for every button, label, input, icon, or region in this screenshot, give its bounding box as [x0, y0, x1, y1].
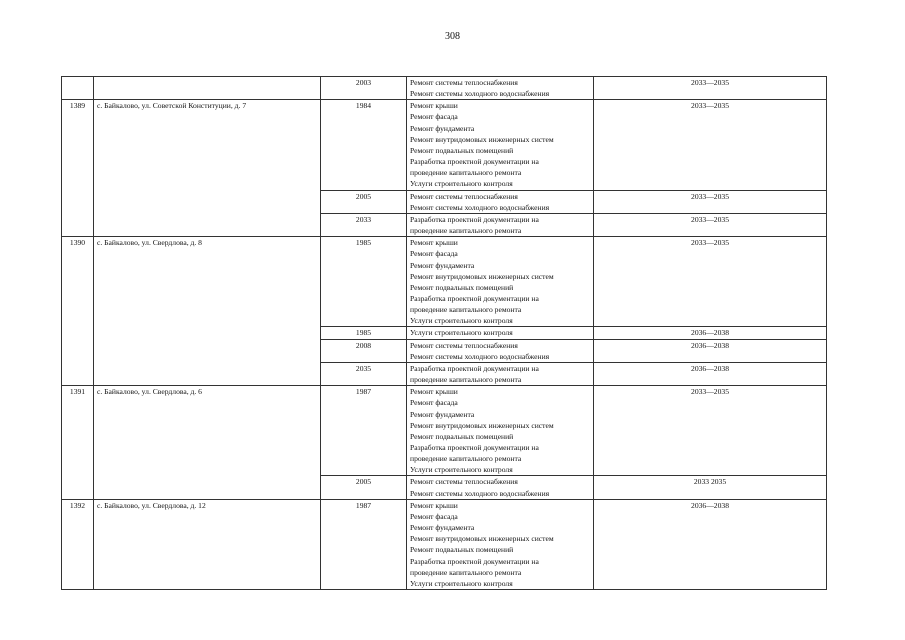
work-item: Ремонт системы холодного водоснабжения — [410, 488, 550, 498]
table-row — [62, 237, 827, 327]
year-cell: 1985 — [321, 237, 407, 327]
work-item: Ремонт внутридомовых инженерных систем — [410, 420, 554, 430]
work-item: проведение капитального ремонта — [410, 168, 522, 178]
work-item: Услуги строительного контроля — [410, 328, 513, 338]
work-item: Ремонт фасада — [410, 112, 458, 122]
work-item: Ремонт фасада — [410, 511, 458, 521]
work-item: Услуги строительного контроля — [410, 179, 513, 189]
period-cell: 2033—2035 — [594, 237, 827, 327]
work-item: Ремонт фасада — [410, 398, 458, 408]
work-item: Разработка проектной документации на — [410, 363, 539, 373]
repair-schedule-table — [61, 76, 827, 590]
year-cell: 1987 — [321, 386, 407, 476]
period-cell: 2033—2035 — [594, 77, 827, 100]
work-item: Ремонт системы теплоснабжения — [410, 78, 518, 87]
works-cell — [407, 100, 594, 190]
work-item: проведение капитального ремонта — [410, 305, 522, 315]
work-item: Ремонт подвальных помещений — [410, 545, 514, 555]
page-number: 308 — [445, 31, 460, 42]
year-cell: 1985 — [321, 327, 407, 339]
work-item: Ремонт внутридомовых инженерных систем — [410, 134, 554, 144]
work-item: Ремонт системы холодного водоснабжения — [410, 202, 550, 212]
work-item: Разработка проектной документации на — [410, 293, 539, 303]
table-row — [62, 386, 827, 476]
works-cell — [407, 77, 594, 100]
work-item: Разработка проектной документации на — [410, 443, 539, 452]
works-cell — [407, 386, 594, 476]
house-number-cell: 1390 — [62, 237, 94, 386]
work-item: Ремонт системы холодного водоснабжения — [410, 89, 550, 99]
period-cell: 2033 2035 — [594, 476, 827, 499]
work-item: Разработка проектной документации на — [410, 214, 539, 224]
work-item: проведение капитального ремонта — [410, 375, 522, 385]
work-item: Ремонт подвальных помещений — [410, 431, 514, 441]
year-cell: 2005 — [321, 190, 407, 213]
work-item: Ремонт внутридомовых инженерных систем — [410, 271, 554, 281]
work-item: Ремонт подвальных помещений — [410, 145, 514, 155]
works-cell — [407, 476, 594, 499]
work-item: Ремонт фундамента — [410, 260, 475, 270]
work-item: Ремонт системы теплоснабжения — [410, 340, 518, 350]
year-cell: 2008 — [321, 339, 407, 362]
period-cell: 2036—2038 — [594, 339, 827, 362]
works-cell — [407, 362, 594, 385]
works-cell — [407, 327, 594, 339]
period-cell: 2033—2035 — [594, 100, 827, 190]
year-cell: 2033 — [321, 213, 407, 236]
house-number-cell: 1389 — [62, 100, 94, 237]
table-row — [62, 499, 827, 589]
works-cell — [407, 190, 594, 213]
address-cell — [94, 77, 321, 100]
work-item: Ремонт крыши — [410, 387, 458, 397]
work-item: Ремонт фундамента — [410, 523, 475, 533]
work-item: Ремонт фасада — [410, 249, 458, 259]
work-item: Услуги строительного контроля — [410, 465, 513, 475]
work-item: Ремонт крыши — [410, 238, 458, 248]
work-item: Разработка проектной документации на — [410, 157, 539, 167]
year-cell: 2035 — [321, 362, 407, 385]
work-item: проведение капитального ремонта — [410, 567, 522, 577]
period-cell: 2033—2035 — [594, 190, 827, 213]
work-item: Ремонт крыши — [410, 101, 458, 111]
work-item: Услуги строительного контроля — [410, 316, 513, 326]
work-item: проведение капитального ремонта — [410, 226, 522, 236]
table-row — [62, 77, 827, 100]
work-item: Ремонт подвальных помещений — [410, 282, 514, 292]
works-cell — [407, 237, 594, 327]
work-item: Услуги строительного контроля — [410, 578, 513, 588]
work-item: Ремонт фундамента — [410, 409, 475, 419]
work-item: Ремонт фундамента — [410, 123, 475, 133]
address-cell: с. Байкалово, ул. Свердлова, д. 8 — [94, 237, 321, 386]
period-cell: 2036—2038 — [594, 327, 827, 339]
work-item: Ремонт внутридомовых инженерных систем — [410, 534, 554, 544]
works-cell — [407, 339, 594, 362]
work-item: Ремонт системы теплоснабжения — [410, 191, 518, 201]
address-cell: с. Байкалово, ул. Советской Конституции, д. 7 — [94, 100, 321, 237]
period-cell: 2036—2038 — [594, 362, 827, 385]
year-cell: 2005 — [321, 476, 407, 499]
house-number-cell: 1391 — [62, 386, 94, 500]
works-cell — [407, 499, 594, 589]
address-cell: с. Байкалово, ул. Свердлова, д. 6 — [94, 386, 321, 500]
house-number-cell — [62, 77, 94, 100]
house-number-cell: 1392 — [62, 499, 94, 589]
works-cell — [407, 213, 594, 236]
work-item: Разработка проектной документации на — [410, 556, 539, 566]
period-cell: 2036—2038 — [594, 499, 827, 589]
work-item: Ремонт системы холодного водоснабжения — [410, 351, 550, 361]
work-item: Ремонт крыши — [410, 500, 458, 510]
work-item: проведение капитального ремонта — [410, 454, 522, 464]
table-row — [62, 100, 827, 190]
year-cell: 1984 — [321, 100, 407, 190]
period-cell: 2033—2035 — [594, 386, 827, 476]
year-cell: 2003 — [321, 77, 407, 100]
address-cell: с. Байкалово, ул. Свердлова, д. 12 — [94, 499, 321, 589]
period-cell: 2033—2035 — [594, 213, 827, 236]
year-cell: 1987 — [321, 499, 407, 589]
work-item: Ремонт системы теплоснабжения — [410, 477, 518, 487]
